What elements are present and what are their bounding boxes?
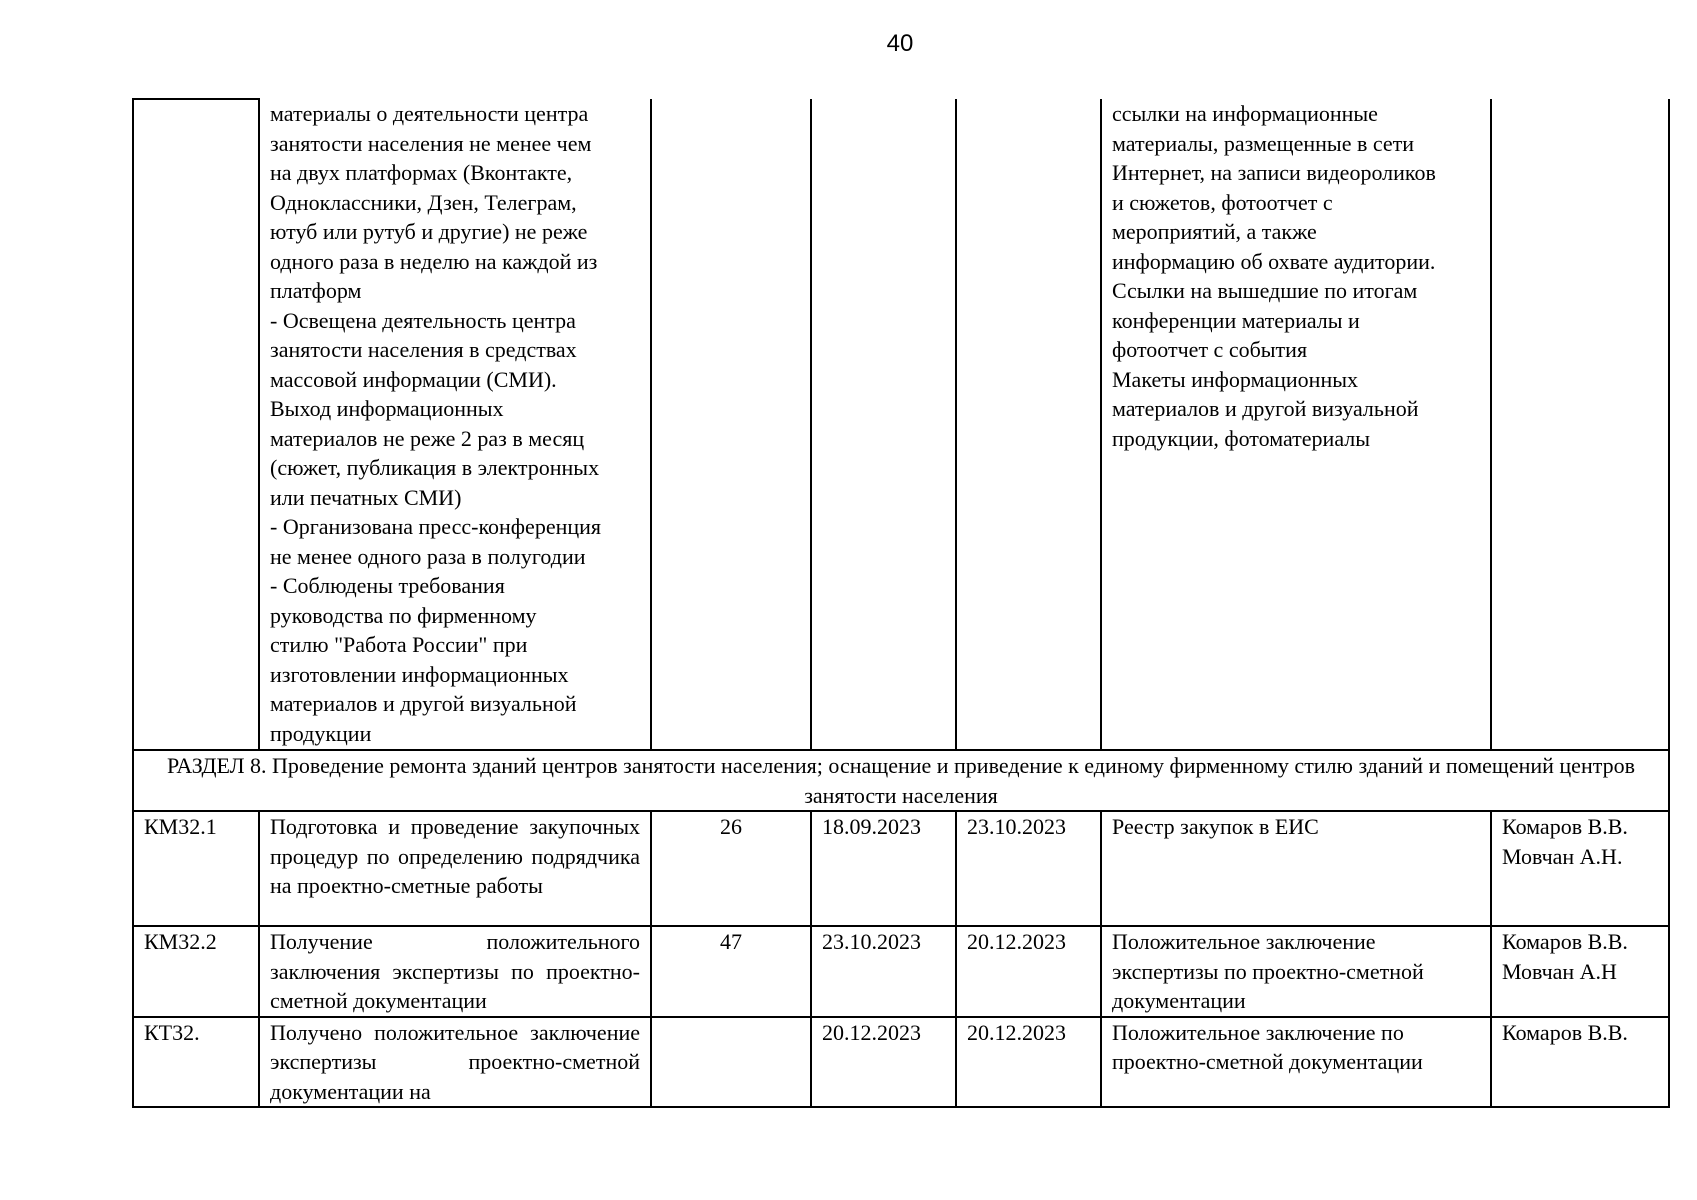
result-cell: Положительное заключение экспертизы по проектно-сметной документации [1101,926,1491,1017]
text-line: - Соблюдены требования [270,573,505,598]
text-line: и сюжетов, фотоотчет с [1112,189,1333,215]
text-line: продукции [270,720,372,746]
start-date-cell: 18.09.2023 [811,811,956,926]
text-line: Макеты информационных [1112,366,1359,392]
text-line: не менее одного раза в полугодии [270,543,586,569]
work-cell: Подготовка и проведение закупочных процедур по определению подрядчика на проектно-сметные работы [259,811,651,926]
responsible-name: Мовчан А.Н. [1502,843,1623,869]
end-date-cell: 20.12.2023 [956,926,1101,1017]
text-line: занятости населения не менее чем [270,130,592,156]
text-line: конференции материалы и [1112,307,1360,333]
text-line: Выход информационных [270,396,504,421]
text-line: - Освещена деятельность центра [270,307,576,333]
end-date-cell: 23.10.2023 [956,811,1101,926]
continuation-row [133,99,1669,750]
responsible-name: Комаров В.В. [1502,814,1628,839]
code-cell [133,99,259,750]
work-cell: Получение положительного заключения экспертизы по проектно-сметной документации [259,926,651,1017]
result-cell: Положительное заключение по проектно-сметной документации [1101,1017,1491,1108]
duration-cell: 47 [651,926,811,1017]
text-line: Одноклассники, Дзен, Телеграм, [270,189,577,215]
responsible-cell [1491,1017,1669,1108]
text-line: - Организована пресс-конференция [270,514,602,539]
table-row [133,811,1669,926]
table-row [133,926,1669,1017]
text-line: на двух платформах (Вконтакте, [270,160,573,185]
text-line: материалов не реже 2 раз в месяц [270,425,585,451]
code-cell: КТ32. [133,1017,259,1108]
responsible-cell [1491,926,1669,1017]
code-cell: КМ32.2 [133,926,259,1017]
text-line: занятости населения в средствах [270,337,577,362]
text-line: материалов и другой визуальной [1112,396,1419,421]
start-date-cell: 23.10.2023 [811,926,956,1017]
responsible-cell [1491,99,1669,750]
text-line: материалы, размещенные в сети [1112,130,1415,156]
text-line: информацию об охвате аудитории. [1112,248,1436,274]
text-line: стилю "Работа России" при [270,632,528,657]
duration-cell: 26 [651,811,811,926]
text-line: материалы о деятельности центра [270,101,589,126]
section-header-row [133,750,1669,811]
text-line: мероприятий, а также [1112,219,1317,244]
text-line: материалов и другой визуальной [270,691,577,716]
section-title: РАЗДЕЛ 8. Проведение ремонта зданий центров занятости населения; оснащение и приведение к единому фирменному стилю зданий и помещений центров занятости населения [133,750,1669,811]
plan-table [132,98,1670,1108]
end-date-cell: 20.12.2023 [956,1017,1101,1108]
text-line: Ссылки на вышедшие по итогам [1112,278,1418,303]
text-line: ютуб или рутуб и другие) не реже [270,219,588,244]
text-line: фотоотчет с события [1112,337,1308,362]
duration-cell [651,99,811,750]
table-row [133,1017,1669,1108]
text-line: платформ [270,278,362,303]
responsible-name: Комаров В.В. [1502,1019,1628,1045]
text-line: одного раза в неделю на каждой из [270,248,598,274]
responsible-name: Комаров В.В. [1502,929,1628,954]
text-line: руководства по фирменному [270,602,537,628]
responsible-cell [1491,811,1669,926]
responsible-name: Мовчан А.Н [1502,958,1617,984]
start-date-cell: 20.12.2023 [811,1017,956,1108]
text-line: или печатных СМИ) [270,484,462,510]
text-line: продукции, фотоматериалы [1112,425,1371,451]
result-cell [1101,99,1491,750]
start-date-cell [811,99,956,750]
text-line: массовой информации (СМИ). [270,366,557,392]
text-line: (сюжет, публикация в электронных [270,455,600,480]
work-cell [259,99,651,750]
text-line: Интернет, на записи видеороликов [1112,160,1436,185]
code-cell: КМ32.1 [133,811,259,926]
page-number: 40 [886,30,914,57]
end-date-cell [956,99,1101,750]
result-cell: Реестр закупок в ЕИС [1101,811,1491,926]
work-cell: Получено положительное заключение экспертизы проектно-сметной документации на [259,1017,651,1108]
text-line: изготовлении информационных [270,661,569,687]
duration-cell [651,1017,811,1108]
text-line: ссылки на информационные [1112,101,1378,126]
